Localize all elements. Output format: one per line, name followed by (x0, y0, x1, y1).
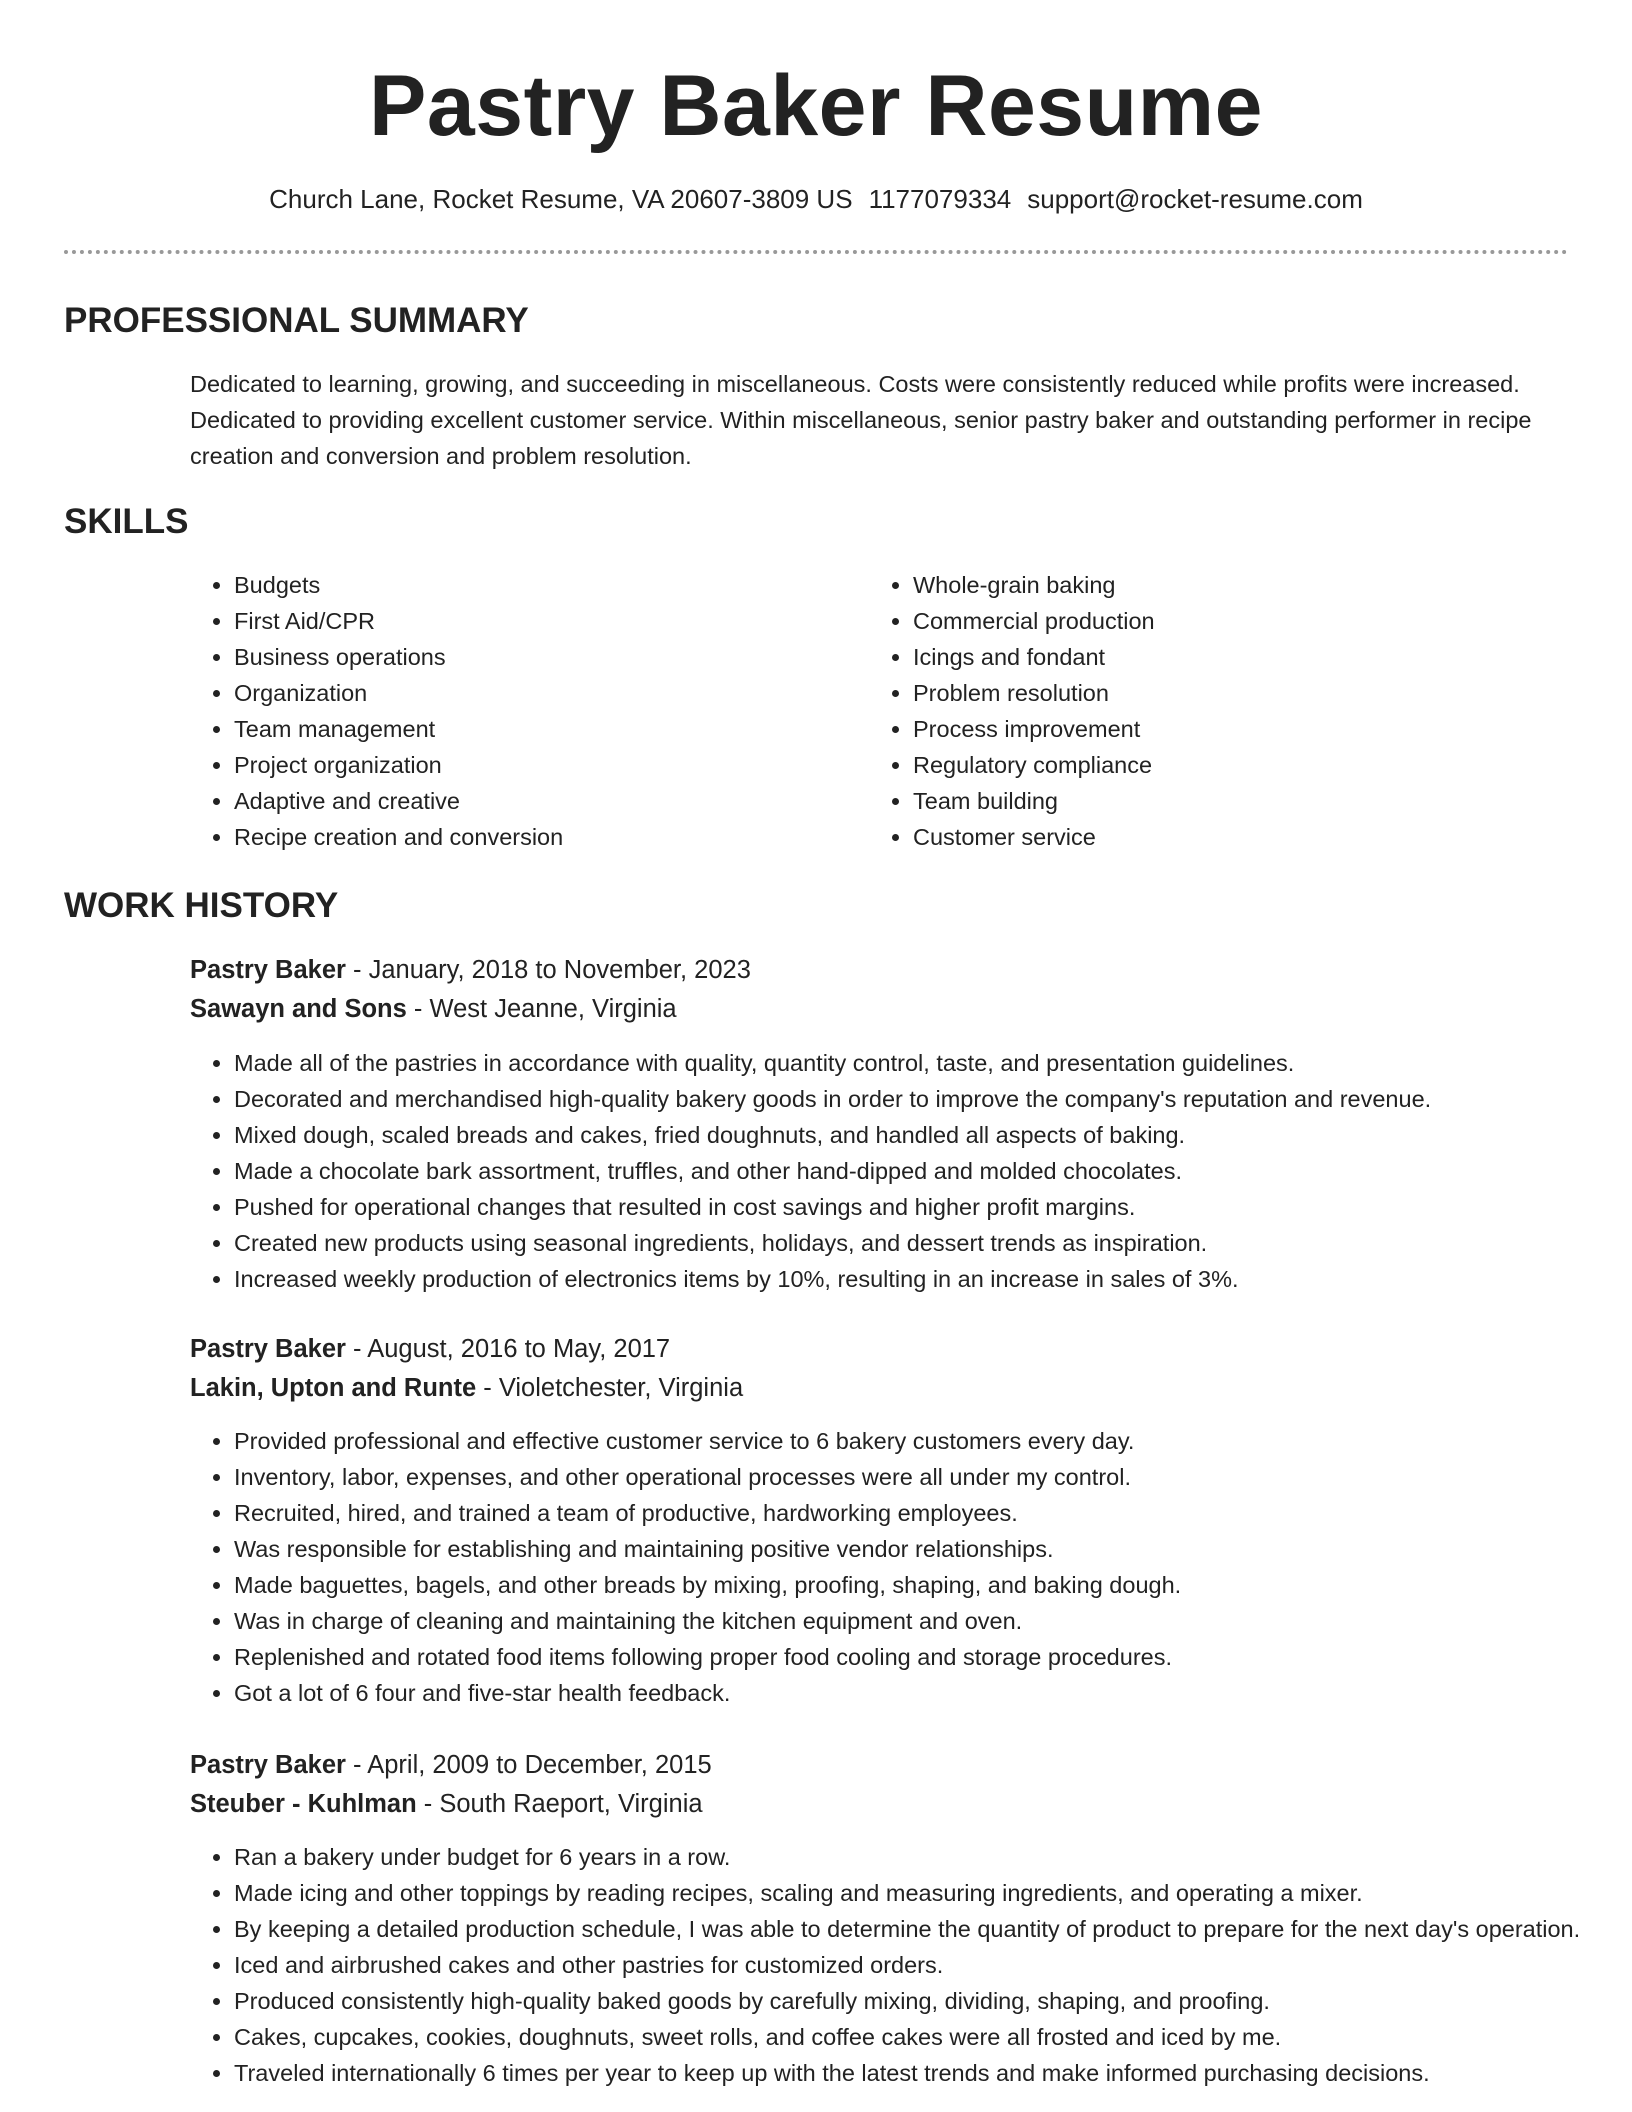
list-item: • Iced and airbrushed cakes and other pastries for customized orders. (234, 1947, 1594, 1983)
job-company-line: Lakin, Upton and Runte - Violetchester, Virginia (190, 1374, 744, 1402)
work-history-heading: WORK HISTORY (64, 886, 339, 925)
list-item: • Traveled internationally 6 times per year to keep up with the latest trends and make informed purchasing decisions. (234, 2055, 1594, 2091)
contact-email[interactable]: support@rocket-resume.com (1027, 184, 1363, 214)
skill-item: • Regulatory compliance (913, 747, 1513, 783)
job-company: Sawayn and Sons (190, 995, 407, 1023)
list-item: • Made a chocolate bark assortment, truffles, and other hand-dipped and molded chocolates. (234, 1153, 1594, 1189)
list-item: • Recruited, hired, and trained a team of productive, hardworking employees. (234, 1495, 1594, 1531)
job-dates: April, 2009 to December, 2015 (367, 1751, 712, 1779)
list-item: • Ran a bakery under budget for 6 years in a row. (234, 1839, 1594, 1875)
skills-heading: SKILLS (64, 502, 189, 541)
skill-item: • Adaptive and creative (234, 783, 834, 819)
skill-item: • Budgets (234, 567, 834, 603)
list-item: • Provided professional and effective customer service to 6 bakery customers every day. (234, 1423, 1594, 1459)
job-title: Pastry Baker (190, 1751, 346, 1779)
skill-item: • Team management (234, 711, 834, 747)
skills-list-right (869, 567, 1513, 855)
job-dates: January, 2018 to November, 2023 (368, 956, 751, 984)
job-dates: August, 2016 to May, 2017 (367, 1335, 671, 1363)
list-item: • Made icing and other toppings by reading recipes, scaling and measuring ingredients, and operating a mixer. (234, 1875, 1594, 1911)
job-company-line: Steuber - Kuhlman - South Raeport, Virginia (190, 1790, 703, 1818)
list-item: • Was in charge of cleaning and maintaining the kitchen equipment and oven. (234, 1603, 1594, 1639)
list-item: • Got a lot of 6 four and five-star health feedback. (234, 1675, 1594, 1711)
contact-phone: 1177079334 (868, 184, 1012, 214)
skill-item: • Whole-grain baking (913, 567, 1513, 603)
job-title-line: Pastry Baker - January, 2018 to November, 2023 (190, 956, 751, 984)
skill-item: • Problem resolution (913, 675, 1513, 711)
list-item: • Inventory, labor, expenses, and other operational processes were all under my control. (234, 1459, 1594, 1495)
skill-item: • Team building (913, 783, 1513, 819)
summary-text: Dedicated to learning, growing, and succeeding in miscellaneous. Costs were consistently reduced while profits were increased. Dedicated to providing excellent customer service. Within miscellaneous, senior pastry baker and outstanding performer in recipe creation and conversion and problem resolution. (190, 371, 1532, 469)
skill-item: • Recipe creation and conversion (234, 819, 834, 855)
skill-item: • Customer service (913, 819, 1513, 855)
job-location: South Raeport, Virginia (439, 1790, 703, 1818)
job-title-line: Pastry Baker - April, 2009 to December, 2015 (190, 1751, 712, 1779)
job-company-line: Sawayn and Sons - West Jeanne, Virginia (190, 995, 677, 1023)
job-title: Pastry Baker (190, 1335, 346, 1363)
job-title-line: Pastry Baker - August, 2016 to May, 2017 (190, 1335, 671, 1363)
job-bullets (190, 1423, 1594, 1711)
header-divider (64, 250, 1568, 254)
list-item: • Pushed for operational changes that resulted in cost savings and higher profit margins. (234, 1189, 1594, 1225)
job-bullets (190, 1045, 1594, 1297)
list-item: • Increased weekly production of electronics items by 10%, resulting in an increase in sales of 3%. (234, 1261, 1594, 1297)
list-item: • Mixed dough, scaled breads and cakes, fried doughnuts, and handled all aspects of baking. (234, 1117, 1594, 1153)
skill-item: • First Aid/CPR (234, 603, 834, 639)
summary-heading: PROFESSIONAL SUMMARY (64, 301, 529, 340)
list-item: • Created new products using seasonal ingredients, holidays, and dessert trends as inspiration. (234, 1225, 1594, 1261)
list-item: • Replenished and rotated food items following proper food cooling and storage procedures. (234, 1639, 1594, 1675)
contact-line (0, 181, 1632, 217)
skill-item: • Icings and fondant (913, 639, 1513, 675)
list-item: • Decorated and merchandised high-quality bakery goods in order to improve the company's reputation and revenue. (234, 1081, 1594, 1117)
list-item: • Was responsible for establishing and maintaining positive vendor relationships. (234, 1531, 1594, 1567)
skill-item: • Business operations (234, 639, 834, 675)
job-company: Lakin, Upton and Runte (190, 1374, 477, 1402)
list-item: • Cakes, cupcakes, cookies, doughnuts, sweet rolls, and coffee cakes were all frosted and iced by me. (234, 2019, 1594, 2055)
resume-title: Pastry Baker Resume (369, 58, 1263, 154)
skill-item: • Commercial production (913, 603, 1513, 639)
job-title: Pastry Baker (190, 956, 346, 984)
skill-item: • Organization (234, 675, 834, 711)
list-item: • Made baguettes, bagels, and other breads by mixing, proofing, shaping, and baking dough. (234, 1567, 1594, 1603)
skills-list-left (190, 567, 834, 855)
skill-item: • Project organization (234, 747, 834, 783)
job-location: West Jeanne, Virginia (429, 995, 677, 1023)
job-location: Violetchester, Virginia (498, 1374, 744, 1402)
job-bullets (190, 1839, 1594, 2091)
list-item: • Produced consistently high-quality baked goods by carefully mixing, dividing, shaping, and proofing. (234, 1983, 1594, 2019)
job-company: Steuber - Kuhlman (190, 1790, 417, 1818)
list-item: • Made all of the pastries in accordance with quality, quantity control, taste, and presentation guidelines. (234, 1045, 1594, 1081)
contact-address: Church Lane, Rocket Resume, VA 20607-3809 US (269, 184, 853, 214)
skill-item: • Process improvement (913, 711, 1513, 747)
list-item: • By keeping a detailed production schedule, I was able to determine the quantity of product to prepare for the next day's operation. (234, 1911, 1594, 1947)
